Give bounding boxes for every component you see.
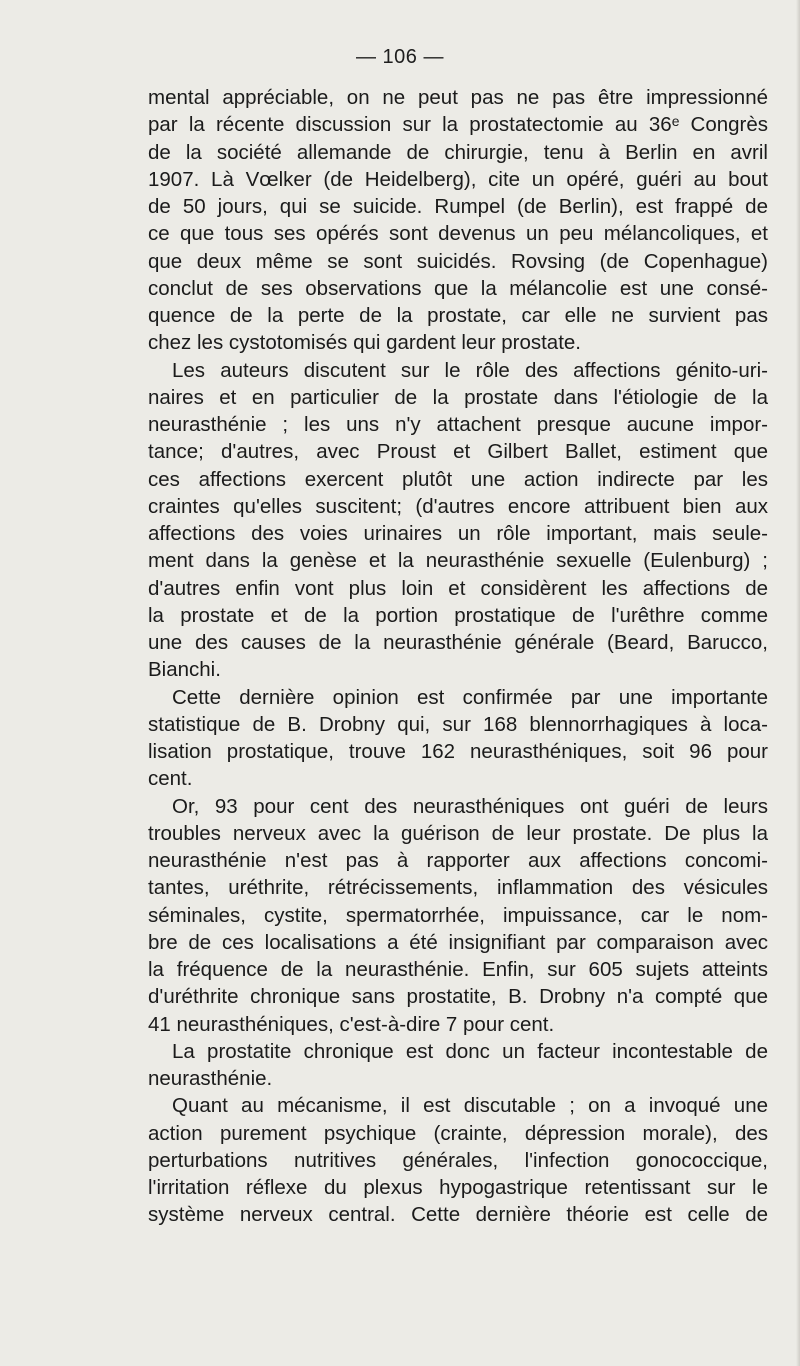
text-line: tance; d'autres, avec Proust et Gilbert Ballet, estiment que bbox=[148, 440, 768, 464]
text-line: La prostatite chronique est donc un facteur incontestable de bbox=[172, 1039, 768, 1063]
text-line: neurasthénie. bbox=[148, 1067, 273, 1090]
text-line: de la société allemande de chirurgie, tenu à Berlin en avril bbox=[148, 140, 768, 164]
text-line: d'uréthrite chronique sans prostatite, B. Drobny n'a compté que bbox=[148, 985, 768, 1009]
paragraph bbox=[148, 357, 768, 684]
text-line: tantes, uréthrite, rétrécissements, inflammation des vésicules bbox=[148, 876, 768, 900]
page-number: — 106 — bbox=[356, 46, 444, 68]
paragraph bbox=[148, 684, 768, 793]
text-line: craintes qu'elles suscitent; (d'autres encore attribuent bien aux bbox=[148, 494, 768, 518]
text-line: d'autres enfin vont plus loin et considèrent les affections de bbox=[148, 576, 768, 600]
text-line: ment dans la genèse et la neurasthénie sexuelle (Eulenburg) ; bbox=[148, 549, 768, 573]
body-text bbox=[148, 84, 768, 1229]
text-line: ces affections exercent plutôt une action indirecte par les bbox=[148, 467, 768, 491]
text-line: neurasthénie n'est pas à rapporter aux affections concomi- bbox=[148, 849, 768, 872]
text-line: naires et en particulier de la prostate dans l'étiologie de la bbox=[148, 385, 768, 409]
text-line: Cette dernière opinion est confirmée par une importante bbox=[172, 685, 768, 709]
text-line: Les auteurs discutent sur le rôle des affections génito-uri- bbox=[172, 358, 768, 382]
paragraph bbox=[148, 1038, 768, 1093]
paragraph bbox=[148, 793, 768, 1038]
text-line: neurasthénie ; les uns n'y attachent presque aucune impor- bbox=[148, 413, 768, 436]
text-line: Bianchi. bbox=[148, 658, 221, 682]
text-line: affections des voies urinaires un rôle important, mais seule- bbox=[148, 522, 768, 545]
text-line: système nerveux central. Cette dernière théorie est celle de bbox=[148, 1203, 768, 1227]
text-line: cent. bbox=[148, 767, 193, 791]
paragraph bbox=[148, 84, 768, 357]
text-line: séminales, cystite, spermatorrhée, impuissance, car le nom- bbox=[148, 903, 768, 927]
text-line: une des causes de la neurasthénie générale (Beard, Barucco, bbox=[148, 631, 768, 654]
text-line: bre de ces localisations a été insignifiant par comparaison avec bbox=[148, 930, 768, 954]
text-line: la prostate et de la portion prostatique de l'urêthre comme bbox=[148, 603, 768, 627]
text-line: de 50 jours, qui se suicide. Rumpel (de Berlin), est frappé de bbox=[148, 195, 768, 218]
text-line: perturbations nutritives générales, l'infection gonococcique, bbox=[148, 1148, 768, 1172]
text-line: Quant au mécanisme, il est discutable ; on a invoqué une bbox=[172, 1094, 768, 1118]
text-line: conclut de ses observations que la mélancolie est une consé- bbox=[148, 276, 768, 300]
text-line: chez les cystotomisés qui gardent leur prostate. bbox=[148, 331, 581, 355]
text-line: lisation prostatique, trouve 162 neurasthéniques, soit 96 pour bbox=[148, 740, 768, 763]
text-line: action purement psychique (crainte, dépression morale), des bbox=[148, 1121, 768, 1145]
text-line: par la récente discussion sur la prostatectomie au 36ᵉ Congrès bbox=[148, 113, 768, 137]
text-line: que deux même se sont suicidés. Rovsing (de Copenhague) bbox=[148, 249, 768, 273]
text-line: l'irritation réflexe du plexus hypogastrique retentissant sur le bbox=[148, 1176, 768, 1199]
text-line: troubles nerveux avec la guérison de leur prostate. De plus la bbox=[148, 821, 768, 845]
text-line: mental appréciable, on ne peut pas ne pas être impressionné bbox=[148, 86, 768, 109]
paragraph bbox=[148, 1092, 768, 1228]
text-line: statistique de B. Drobny qui, sur 168 blennorrhagiques à loca- bbox=[148, 712, 768, 736]
text-line: 41 neurasthéniques, c'est-à-dire 7 pour cent. bbox=[148, 1012, 555, 1036]
text-line: Or, 93 pour cent des neurasthéniques ont guéri de leurs bbox=[172, 794, 768, 818]
text-line: ce que tous ses opérés sont devenus un peu mélancoliques, et bbox=[148, 222, 768, 246]
text-line: la fréquence de la neurasthénie. Enfin, sur 605 sujets atteints bbox=[148, 958, 768, 981]
page-edge bbox=[796, 0, 800, 1366]
text-line: 1907. Là Vœlker (de Heidelberg), cite un opéré, guéri au bout bbox=[148, 167, 768, 191]
text-line: quence de la perte de la prostate, car elle ne survient pas bbox=[148, 304, 768, 327]
